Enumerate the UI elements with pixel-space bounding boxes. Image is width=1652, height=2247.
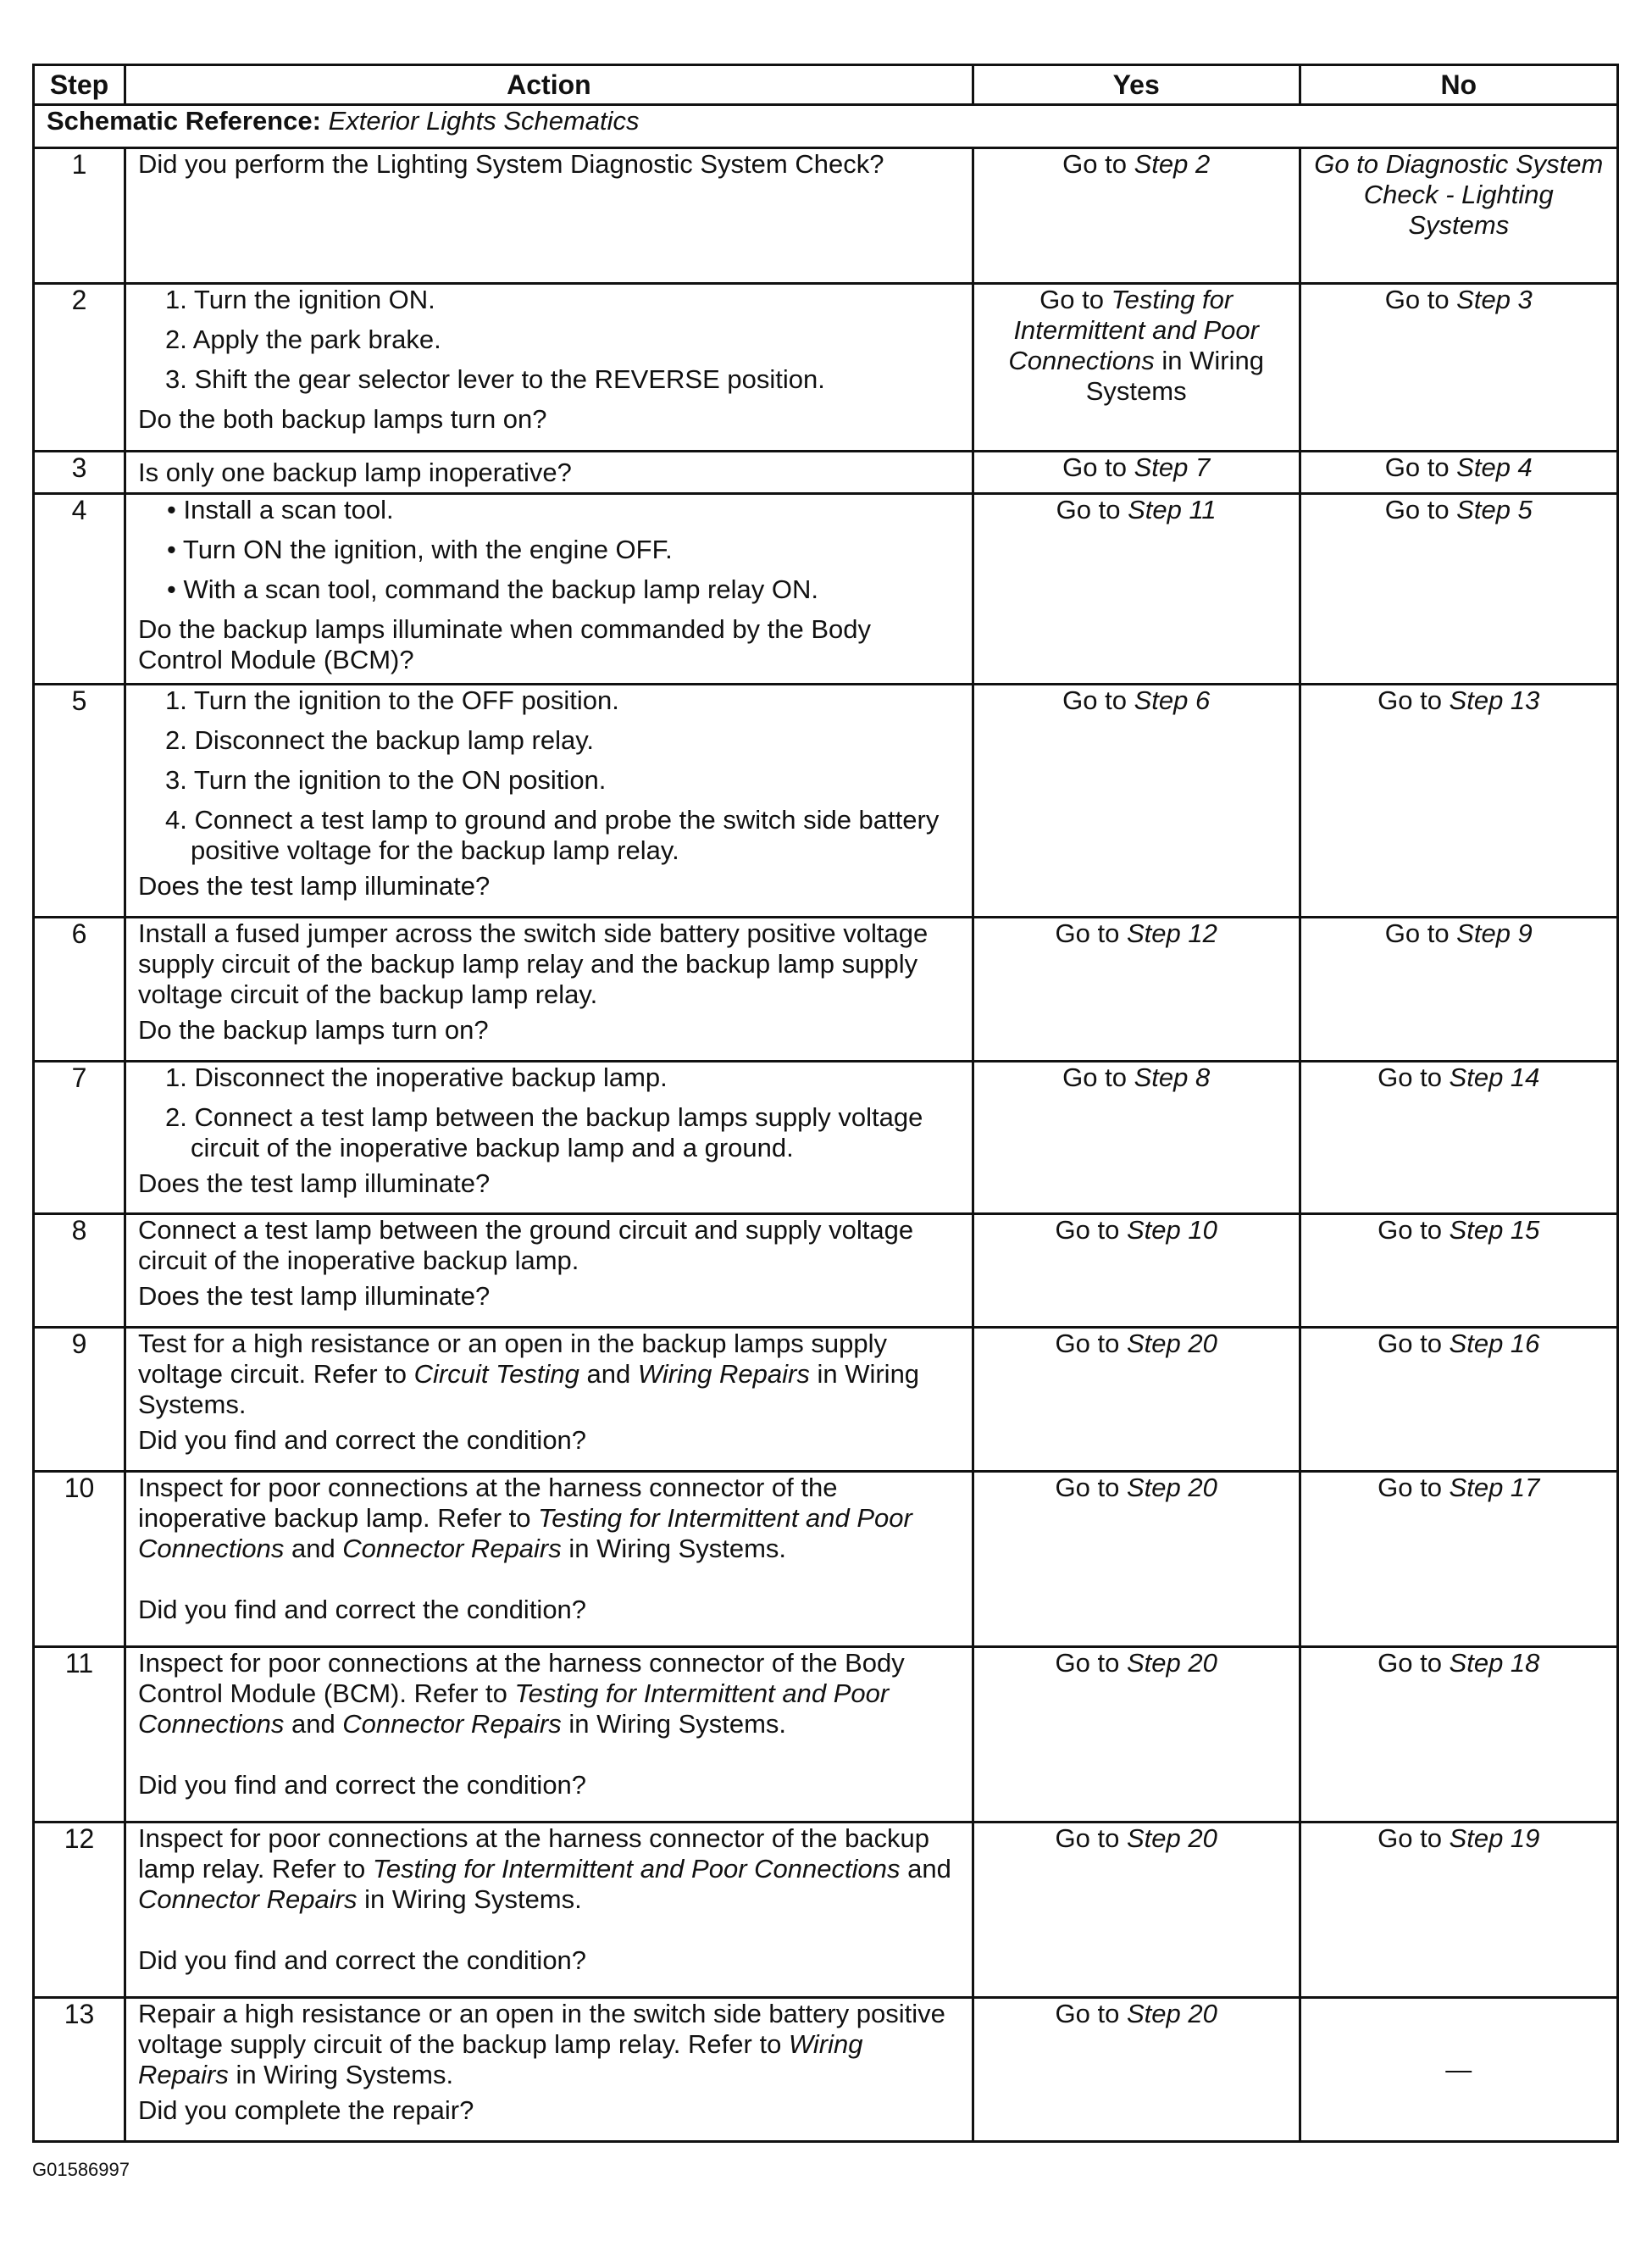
no-prefix: Go to: [1378, 1823, 1450, 1853]
yes-cell: [973, 1214, 1300, 1328]
text-run: in Wiring Systems.: [138, 1359, 920, 1419]
no-prefix: Go to: [1378, 1062, 1450, 1092]
action-cell: [125, 494, 973, 685]
no-cell: [1300, 494, 1617, 685]
step-number: 11: [34, 1647, 125, 1823]
action-cell: [125, 685, 973, 918]
yes-step-ref: Step 20: [1126, 1473, 1217, 1502]
action-question: Do the both backup lamps turn on?: [138, 404, 547, 434]
action-cell: [125, 1647, 973, 1823]
yes-cell: [973, 1998, 1300, 2142]
action-question: Do the backup lamps illuminate when commanded by the Body Control Module (BCM)?: [138, 614, 872, 674]
no-prefix: Go to: [1378, 1473, 1450, 1502]
yes-cell: [973, 452, 1300, 494]
step-number: 2: [34, 284, 125, 452]
no-cell: [1300, 1214, 1617, 1328]
doc-ref: Connector Repairs: [342, 1709, 562, 1739]
text-run: and: [284, 1534, 343, 1563]
action-item: • Turn ON the ignition, with the engine OFF.: [167, 535, 673, 564]
header-yes: Yes: [973, 65, 1300, 105]
table-row: [34, 1062, 1618, 1214]
no-prefix: Go to: [1378, 1329, 1450, 1358]
no-step-ref: Step 18: [1449, 1648, 1540, 1678]
text-run: in Wiring Systems.: [561, 1534, 787, 1563]
no-prefix: Go to: [1384, 495, 1457, 524]
no-step-ref: Step 4: [1456, 452, 1533, 482]
action-cell: [125, 1062, 973, 1214]
yes-prefix: Go to: [1062, 149, 1134, 179]
yes-prefix: Go to: [1062, 1062, 1134, 1092]
no-cell: [1300, 1823, 1617, 1998]
action-text: Install a fused jumper across the switch side battery positive voltage supply circuit of the backup lamp relay and the backup lamp supply voltage circuit of the backup lamp relay.: [138, 918, 929, 1009]
yes-cell: [973, 918, 1300, 1062]
text-run: and: [900, 1854, 951, 1884]
yes-doc-ref: Testing for Intermittent and Poor Connections: [1008, 285, 1259, 375]
action-cell: [125, 1328, 973, 1472]
action-cell: [125, 148, 973, 284]
figure-id: G01586997: [32, 2159, 130, 2180]
yes-cell: [973, 1062, 1300, 1214]
no-prefix: Go to: [1378, 1648, 1450, 1678]
action-question: Did you find and correct the condition?: [138, 1595, 587, 1624]
no-step-ref: Step 15: [1449, 1215, 1540, 1245]
yes-step-ref: Step 20: [1126, 1823, 1217, 1853]
no-step-ref: Go to Diagnostic System Check - Lighting Systems: [1314, 149, 1604, 240]
yes-cell: [973, 148, 1300, 284]
yes-step-ref: Step 7: [1134, 452, 1211, 482]
action-question: Did you find and correct the condition?: [138, 1425, 587, 1455]
yes-step-ref: Step 10: [1126, 1215, 1217, 1245]
step-number: 9: [34, 1328, 125, 1472]
action-text: [138, 1823, 960, 1915]
no-prefix: Go to: [1378, 685, 1450, 715]
table-row: [34, 1823, 1618, 1998]
action-item: 2. Disconnect the backup lamp relay.: [165, 725, 595, 755]
schematic-reference-value: Exterior Lights Schematics: [328, 106, 640, 136]
yes-prefix: Go to: [1056, 495, 1128, 524]
no-cell: [1300, 148, 1617, 284]
action-item: 1. Disconnect the inoperative backup lamp.: [165, 1062, 668, 1092]
step-number: 10: [34, 1472, 125, 1647]
yes-cell: [973, 284, 1300, 452]
action-cell: [125, 284, 973, 452]
no-prefix: Go to: [1384, 285, 1457, 314]
table-row: [34, 1998, 1618, 2142]
text-run: Inspect for poor connections at the harness connector of the backup lamp relay. Refer to: [138, 1823, 930, 1884]
diagnostic-table: [32, 64, 1619, 2143]
text-run: Test for a high resistance or an open in the backup lamps supply voltage circuit. Refer to: [138, 1329, 888, 1389]
action-text: Connect a test lamp between the ground circuit and supply voltage circuit of the inoperative backup lamp.: [138, 1215, 914, 1275]
table-row: [34, 1328, 1618, 1472]
doc-ref: Testing for Intermittent and Poor Connections: [138, 1503, 912, 1563]
doc-ref: Testing for Intermittent and Poor Connections: [372, 1854, 901, 1884]
no-step-ref: Step 14: [1449, 1062, 1540, 1092]
action-question: Does the test lamp illuminate?: [138, 1281, 491, 1311]
text-run: in Wiring Systems.: [357, 1884, 582, 1914]
yes-step-ref: Step 2: [1134, 149, 1211, 179]
action-question: Do the backup lamps turn on?: [138, 1015, 489, 1045]
schematic-reference-label: Schematic Reference:: [47, 106, 321, 136]
yes-suffix: in Wiring Systems: [1085, 346, 1264, 406]
no-dash: —: [1445, 2054, 1472, 2084]
yes-step-ref: Step 6: [1134, 685, 1211, 715]
yes-step-ref: Step 11: [1128, 495, 1217, 524]
yes-step-ref: Step 12: [1126, 918, 1217, 948]
action-cell: [125, 1472, 973, 1647]
table-row: [34, 452, 1618, 494]
header-row: [34, 65, 1618, 105]
header-no: No: [1300, 65, 1617, 105]
schematic-reference: [34, 105, 1618, 148]
action-item: 3. Shift the gear selector lever to the REVERSE position.: [165, 364, 825, 394]
table-row: [34, 685, 1618, 918]
text-run: Inspect for poor connections at the harness connector of the inoperative backup lamp. Refer to: [138, 1473, 838, 1533]
yes-prefix: Go to: [1055, 1648, 1127, 1678]
no-cell: [1300, 1472, 1617, 1647]
doc-ref: Wiring Repairs: [138, 2029, 863, 2089]
yes-cell: [973, 1823, 1300, 1998]
text-run: in Wiring Systems.: [561, 1709, 787, 1739]
yes-cell: [973, 1328, 1300, 1472]
yes-prefix: Go to: [1062, 452, 1134, 482]
step-number: 5: [34, 685, 125, 918]
no-step-ref: Step 16: [1449, 1329, 1540, 1358]
action-text: [138, 1329, 960, 1420]
doc-ref: Wiring Repairs: [637, 1359, 810, 1389]
step-number: 12: [34, 1823, 125, 1998]
action-cell: [125, 918, 973, 1062]
no-prefix: Go to: [1378, 1215, 1450, 1245]
yes-step-ref: Step 20: [1126, 1329, 1217, 1358]
text-run: Repair a high resistance or an open in the switch side battery positive voltage supply circuit of the backup lamp relay. Refer to: [138, 1999, 945, 2059]
action-question: Did you find and correct the condition?: [138, 1770, 587, 1800]
header-step: Step: [34, 65, 125, 105]
doc-ref: Connector Repairs: [342, 1534, 562, 1563]
action-question: Is only one backup lamp inoperative?: [138, 457, 572, 487]
yes-cell: [973, 494, 1300, 685]
action-text: [138, 1648, 960, 1739]
no-cell: [1300, 1328, 1617, 1472]
table-row: [34, 1214, 1618, 1328]
action-question: Does the test lamp illuminate?: [138, 871, 491, 901]
no-step-ref: Step 19: [1449, 1823, 1540, 1853]
no-cell: [1300, 685, 1617, 918]
no-step-ref: Step 3: [1456, 285, 1533, 314]
action-question: Did you find and correct the condition?: [138, 1945, 587, 1975]
yes-prefix: Go to: [1055, 1999, 1127, 2028]
table-row: [34, 918, 1618, 1062]
yes-prefix: Go to: [1055, 1473, 1127, 1502]
yes-cell: [973, 1647, 1300, 1823]
action-question: Does the test lamp illuminate?: [138, 1168, 491, 1198]
action-question: Did you perform the Lighting System Diagnostic System Check?: [138, 149, 884, 179]
yes-prefix: Go to: [1055, 1215, 1127, 1245]
table-row: [34, 494, 1618, 685]
yes-cell: [973, 1472, 1300, 1647]
no-cell: [1300, 1062, 1617, 1214]
no-prefix: Go to: [1384, 918, 1457, 948]
no-step-ref: Step 5: [1456, 495, 1533, 524]
step-number: 3: [34, 452, 125, 494]
table-row: [34, 284, 1618, 452]
action-item: 3. Turn the ignition to the ON position.: [165, 765, 607, 795]
yes-step-ref: Step 8: [1134, 1062, 1211, 1092]
header-action: Action: [125, 65, 973, 105]
action-cell: [125, 1214, 973, 1328]
step-number: 8: [34, 1214, 125, 1328]
no-cell: [1300, 1647, 1617, 1823]
action-item: 2. Connect a test lamp between the backup lamps supply voltage circuit of the inoperative backup lamp and a ground.: [165, 1102, 923, 1162]
action-question: Did you complete the repair?: [138, 2095, 474, 2125]
text-run: in Wiring Systems.: [228, 2060, 454, 2089]
no-step-ref: Step 17: [1449, 1473, 1540, 1502]
no-step-ref: Step 13: [1449, 685, 1540, 715]
yes-prefix: Go to: [1039, 285, 1111, 314]
action-item: 4. Connect a test lamp to ground and probe the switch side battery positive voltage for the backup lamp relay.: [165, 805, 940, 865]
action-item: 1. Turn the ignition ON.: [165, 285, 435, 314]
action-cell: [125, 452, 973, 494]
text-run: and: [284, 1709, 343, 1739]
no-prefix: Go to: [1384, 452, 1457, 482]
doc-ref: Testing for Intermittent and Poor Connections: [138, 1678, 890, 1739]
no-cell: [1300, 284, 1617, 452]
action-cell: [125, 1998, 973, 2142]
yes-step-ref: Step 20: [1126, 1648, 1217, 1678]
yes-cell: [973, 685, 1300, 918]
action-item: • Install a scan tool.: [167, 495, 394, 524]
yes-step-ref: Step 20: [1126, 1999, 1217, 2028]
action-item: 2. Apply the park brake.: [165, 325, 441, 354]
step-number: 7: [34, 1062, 125, 1214]
yes-prefix: Go to: [1062, 685, 1134, 715]
doc-ref: Connector Repairs: [138, 1884, 358, 1914]
step-number: 13: [34, 1998, 125, 2142]
text-run: and: [579, 1359, 638, 1389]
table-row: [34, 148, 1618, 284]
yes-prefix: Go to: [1055, 1823, 1127, 1853]
schematic-reference-row: [34, 105, 1618, 148]
text-run: Inspect for poor connections at the harness connector of the Body Control Module (BCM). Refer to: [138, 1648, 905, 1708]
action-text: [138, 1999, 960, 2090]
action-cell: [125, 1823, 973, 1998]
step-number: 6: [34, 918, 125, 1062]
step-number: 1: [34, 148, 125, 284]
step-number: 4: [34, 494, 125, 685]
yes-prefix: Go to: [1055, 1329, 1127, 1358]
no-cell: [1300, 918, 1617, 1062]
no-cell: [1300, 452, 1617, 494]
action-item: • With a scan tool, command the backup lamp relay ON.: [167, 574, 818, 604]
action-text: [138, 1473, 960, 1564]
table-row: [34, 1472, 1618, 1647]
no-step-ref: Step 9: [1456, 918, 1533, 948]
doc-ref: Circuit Testing: [413, 1359, 579, 1389]
no-cell: [1300, 1998, 1617, 2142]
table-row: [34, 1647, 1618, 1823]
action-item: 1. Turn the ignition to the OFF position.: [165, 685, 619, 715]
yes-prefix: Go to: [1055, 918, 1127, 948]
